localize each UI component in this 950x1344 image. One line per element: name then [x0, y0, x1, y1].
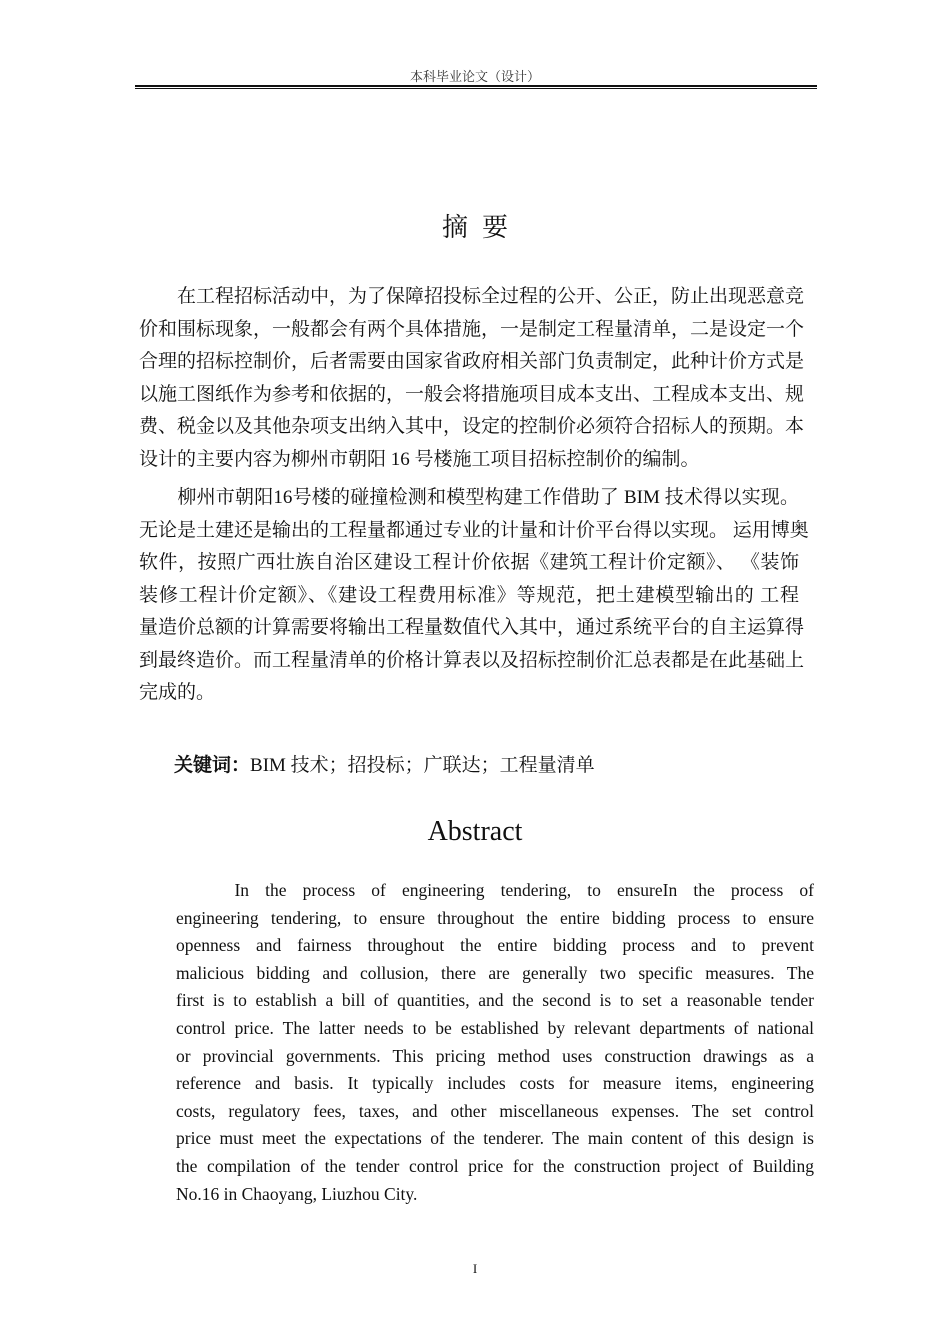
- header-rule: [135, 85, 817, 87]
- page-number: I: [472, 1261, 478, 1276]
- text-line: control price. The latter needs to be established by relevant departments of national: [176, 1017, 814, 1038]
- text-line: price must meet the expectations of the tenderer. The main content of this design is: [176, 1128, 814, 1149]
- text-line: In the process of engineering tendering, to ensureIn the process of: [176, 880, 814, 900]
- text-line: 完成的。: [139, 682, 216, 703]
- keywords-label: 关键词：: [174, 755, 251, 776]
- text-line: first is to establish a bill of quantities, and the second is to set a reasonable tender: [176, 990, 814, 1011]
- text-line: openness and fairness throughout the entire bidding process and to prevent: [176, 935, 814, 956]
- zh-paragraph-1: [139, 281, 805, 476]
- abstract-paragraph: [176, 877, 814, 1208]
- page-header: 本科毕业论文（设计）: [409, 69, 540, 84]
- text-line: 装修工程计价定额》、《建设工程费用标准》等规范，把土建模型输出的 工程: [139, 584, 799, 606]
- abstract-title: Abstract: [427, 816, 523, 847]
- text-line: 以施工图纸作为参考和依据的，一般会将措施项目成本支出、工程成本支出、规: [139, 383, 805, 405]
- text-line: 在工程招标活动中，为了保障招投标全过程的公开、公正，防止出现恶意竞: [139, 286, 805, 307]
- text-line: 量造价总额的计算需要将输出工程量数值代入其中，通过系统平台的自主运算得: [139, 617, 805, 638]
- text-line: costs, regulatory fees, taxes, and other miscellaneous expenses. The set control: [176, 1100, 814, 1121]
- text-line: 合理的招标控制价，后者需要由国家省政府相关部门负责制定，此种计价方式是: [139, 351, 805, 372]
- text-line: 价和围标现象，一般都会有两个具体措施，一是制定工程量清单，二是设定一个: [139, 318, 805, 340]
- text-line: 软件，按照广西壮族自治区建设工程计价依据《建筑工程计价定额》、 《装饰: [139, 552, 799, 573]
- keywords: [174, 750, 595, 777]
- text-line: reference and basis. It typically includes costs for measure items, engineering: [176, 1073, 814, 1094]
- keywords-text: BIM 技术；招投标；广联达；工程量清单: [250, 755, 595, 776]
- text-line: 到最终造价。而工程量清单的价格计算表以及招标控制价汇总表都是在此基础上: [139, 649, 805, 671]
- text-line: No.16 in Chaoyang, Liuzhou City.: [176, 1183, 418, 1204]
- header-rule-thin: [135, 88, 817, 89]
- page-title: 摘要: [441, 213, 522, 242]
- text-line: 无论是土建还是输出的工程量都通过专业的计量和计价平台得以实现。 运用博奥: [139, 519, 809, 541]
- text-line: 柳州市朝阳16号楼的碰撞检测和模型构建工作借助了 BIM 技术得以实现。: [139, 487, 799, 508]
- text-line: or provincial governments. This pricing method uses construction drawings as a: [176, 1045, 814, 1066]
- text-line: the compilation of the tender control price for the construction project of Building: [176, 1155, 814, 1176]
- text-line: malicious bidding and collusion, there are generally two specific measures. The: [176, 962, 814, 983]
- text-line: 设计的主要内容为柳州市朝阳 16 号楼施工项目招标控制价的编制。: [139, 448, 700, 470]
- text-line: 费、税金以及其他杂项支出纳入其中，设定的控制价必须符合招标人的预期。本: [139, 416, 805, 437]
- zh-paragraph-2: [139, 482, 809, 710]
- text-line: engineering tendering, to ensure throughout the entire bidding process to ensure: [176, 907, 814, 928]
